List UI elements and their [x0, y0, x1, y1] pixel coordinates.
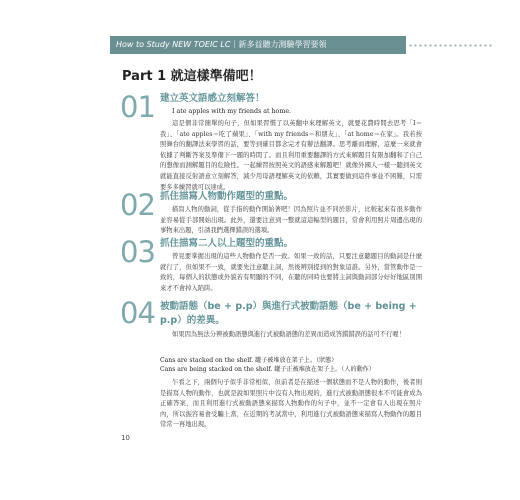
section-paragraph: 這是個非常簡單的句子，但如果習慣了以英翻中來理解英文，就要花費時間去思考「I＝我」、「ate apples＝吃了蘋果」、「with my friends＝和朋友」、「at home＝在家」。我若按照舞台的翻譯法來學習的話，要等到確目都念完才有辦法翻譯。思考離而理解，這麼一來就會依據了判斷答案及準備下一題的時間了。而且利用重要翻譯的方式來解題目有限加翻和了自己的想像而測解題目的危險性。一起練習按照英文的語感來解題吧！就像外國人一樣一聽到英文就能直接反射語意立刻解答，減少用母語理解英文的依賴，其實要做到這件事並不困難，只需要多多練習就可以達成。 [160, 120, 422, 191]
section-title: 建立英文語感立刻解答！ [160, 93, 265, 104]
section-number: 03 [120, 235, 155, 269]
section-paragraph: 如果因為無法分辨被動語態與進行式被動語態的差異而造成答錯錯誤的話可不行喔！ [172, 331, 405, 338]
header-bar [110, 36, 406, 54]
page-number: 10 [121, 434, 130, 442]
section-title: 抓住描寫人物動作題型的重點。 [160, 191, 294, 202]
section-number: 01 [120, 90, 155, 124]
section-paragraph: 曾見要掌握出現的這些人物動作是否一致。如果一致的話，只要注意聽題目的動詞是什麼就行了，但如果不一致，就要先注意聽主詞，然後辨別提到的對象這誰。另外，當管動作是一致的，每個人的狀態或外貌若有明顯的不同，在聽的同時也要將主詞與動詞部分好好地區別開來才不會掉入陷阱。 [160, 253, 422, 292]
section-01 [120, 92, 420, 202]
header-dots-decoration [408, 44, 494, 47]
section-number: 02 [120, 188, 155, 222]
section-paragraph: 描寫人物的動詞，從手指的動作開始著吧！因為照片並不同於影片，比較起來有很多動作並容易從手部開始出現。此外，還要注意到一整就這這幅型的題目，常會利用照片周邊出現的事物來出題，引誘我們選擇錯誤的選項。 [160, 206, 422, 235]
section-title: 抓住描寫二人以上題型的重點。 [160, 238, 294, 249]
section-03 [120, 237, 420, 297]
header-title-en: How to Study NEW TOEIC LC [116, 40, 231, 49]
part-title: Part 1 就這樣準備吧！ [122, 69, 262, 84]
header-title-zh: ｜新多益聽力測驗學習要領 [230, 40, 327, 49]
example-sentence: Cans are being stacked on the shelf. 罐子正被堆放在架子上。（人的動作） [160, 366, 375, 373]
section-02 [120, 190, 420, 240]
example-sentence: I ate apples with my friends at home. [172, 108, 292, 115]
example-sentence: Cans are stacked on the shelf. 罐子被堆放在架子上。（狀態） [160, 357, 338, 364]
section-body [160, 237, 422, 294]
section-number: 04 [120, 296, 155, 330]
section-body [160, 190, 422, 237]
section-paragraph-2: 乍看之下，兩個句子似乎非常相似，但前者是在描述一個狀態而不是人物的動作，後者則是描寫人物的動作，也就是說如果照片中沒有人物出現的，進行式被動語態很本不可能會成為正確答案，而且利用進行式被動語態來描寫人物動作的句子中，並不一定會有人出現在照片內，所以振容易會受騙上當，在近期的考試當中，利用進行式被動語態來描寫人物動作的題目常常一再地出現。 [160, 379, 422, 429]
section-title: 被動語態（be + p.p）與進行式被動語態（be + being + p.p）的差異。 [160, 301, 417, 326]
section-body [160, 92, 422, 193]
